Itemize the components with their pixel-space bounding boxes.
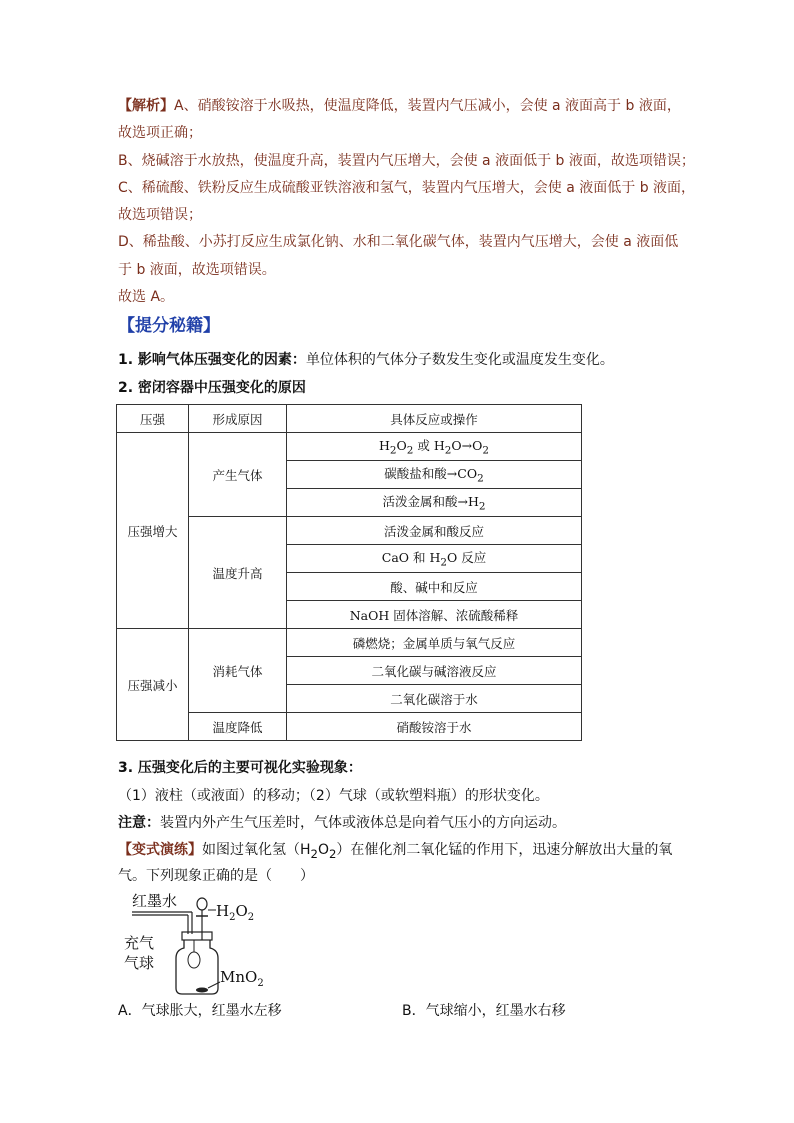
label-mno2: MnO$_2$: [220, 968, 264, 989]
table-cell: 二氧化碳溶于水: [287, 685, 582, 713]
analysis-line-7: 于 b 液面，故选项错误。: [118, 262, 276, 278]
note-label: 注意：: [118, 815, 160, 831]
analysis-label: 【解析】: [118, 98, 174, 114]
tips-heading: 【提分秘籍】: [118, 316, 220, 336]
table-cell: 二氧化碳与碱溶液反应: [287, 657, 582, 685]
analysis-line-6: D、稀盐酸、小苏打反应生成氯化钠、水和二氧化碳气体，装置内气压增大，会使 a 液面低: [118, 234, 679, 250]
analysis-line-5: 故选项错误；: [118, 207, 202, 223]
table-cell: NaOH 固体溶解、浓硫酸稀释: [287, 601, 582, 629]
table-cell: CaO 和 $H_2O$ 反应: [287, 545, 582, 573]
table-header: 形成原因: [189, 405, 287, 433]
table-cell: 碳酸盐和酸$\to CO_2$: [287, 461, 582, 489]
point-3-note: [118, 813, 566, 833]
table-cell: $H_2O_2$ 或 $H_2O\to O_2$: [287, 433, 582, 461]
point-3-title: 3. 压强变化后的主要可视化实验现象：: [118, 760, 362, 776]
table-header: 压强: [117, 405, 189, 433]
table-cell: 磷燃烧；金属单质与氧气反应: [287, 629, 582, 657]
option-b: B．气球缩小，红墨水右移: [402, 1003, 566, 1019]
analysis-line-2: 故选项正确；: [118, 125, 202, 141]
label-red-ink: 红墨水: [132, 892, 178, 910]
table-header-row: [117, 405, 582, 433]
table-cell: 活泼金属和酸反应: [287, 517, 582, 545]
table-cell-gas-produced: 产生气体: [189, 433, 287, 517]
label-balloon-1: 充气: [124, 934, 155, 952]
analysis-line-3: B、烧碱溶于水放热，使温度升高，装置内气压增大，会使 a 液面低于 b 液面，故选项错误；: [118, 153, 695, 169]
apparatus-drawing: [124, 890, 284, 996]
point-1-title: 1. 影响气体压强变化的因素：: [118, 352, 306, 368]
label-h2o2: $H_2O_2$: [216, 902, 255, 923]
option-a: A．气球胀大，红墨水左移: [118, 1003, 282, 1019]
point-1: [118, 350, 614, 370]
table-row: [117, 433, 582, 461]
table-cell: 活泼金属和酸$\to H_2$: [287, 489, 582, 517]
table-cell: 酸、碱中和反应: [287, 573, 582, 601]
table-cell-increase: 压强增大: [117, 433, 189, 629]
table-header: 具体反应或操作: [287, 405, 582, 433]
analysis-line-4: C、稀硫酸、铁粉反应生成硫酸亚铁溶液和氢气，装置内气压增大，会使 a 液面低于 b 液面，: [118, 180, 696, 196]
exercise-line-1: 【变式演练】如图过氧化氢$(H_2O_2)$在催化剂二氧化锰的作用下，迅速分解放出大量的氧: [118, 842, 673, 861]
table-cell-decrease: 压强减小: [117, 629, 189, 741]
table-row: [117, 629, 582, 657]
analysis-line-1: [118, 96, 681, 116]
exercise-line-2: 气。下列现象正确的是（ ）: [118, 868, 314, 884]
point-2-title: 2. 密闭容器中压强变化的原因: [118, 380, 306, 396]
note-text: 装置内外产生气压差时，气体或液体总是向着气压小的方向运动。: [160, 815, 566, 831]
table-cell-gas-consumed: 消耗气体: [189, 629, 287, 713]
table-cell-temp-drop: 温度降低: [189, 713, 287, 741]
analysis-text: A、硝酸铵溶于水吸热，使温度降低，装置内气压减小，会使 a 液面高于 b 液面，: [174, 98, 681, 114]
analysis-answer: 故选 A。: [118, 289, 175, 305]
pressure-table: [116, 404, 582, 741]
table-cell-temp-rise: 温度升高: [189, 517, 287, 629]
label-balloon-2: 气球: [124, 954, 155, 972]
point-1-text: 单位体积的气体分子数发生变化或温度发生变化。: [305, 352, 614, 368]
exercise-label: 【变式演练】: [118, 842, 202, 858]
point-3-line-1: （1）液柱（或液面）的移动；（2）气球（或软塑料瓶）的形状变化。: [118, 788, 549, 804]
table-cell: 硝酸铵溶于水: [287, 713, 582, 741]
